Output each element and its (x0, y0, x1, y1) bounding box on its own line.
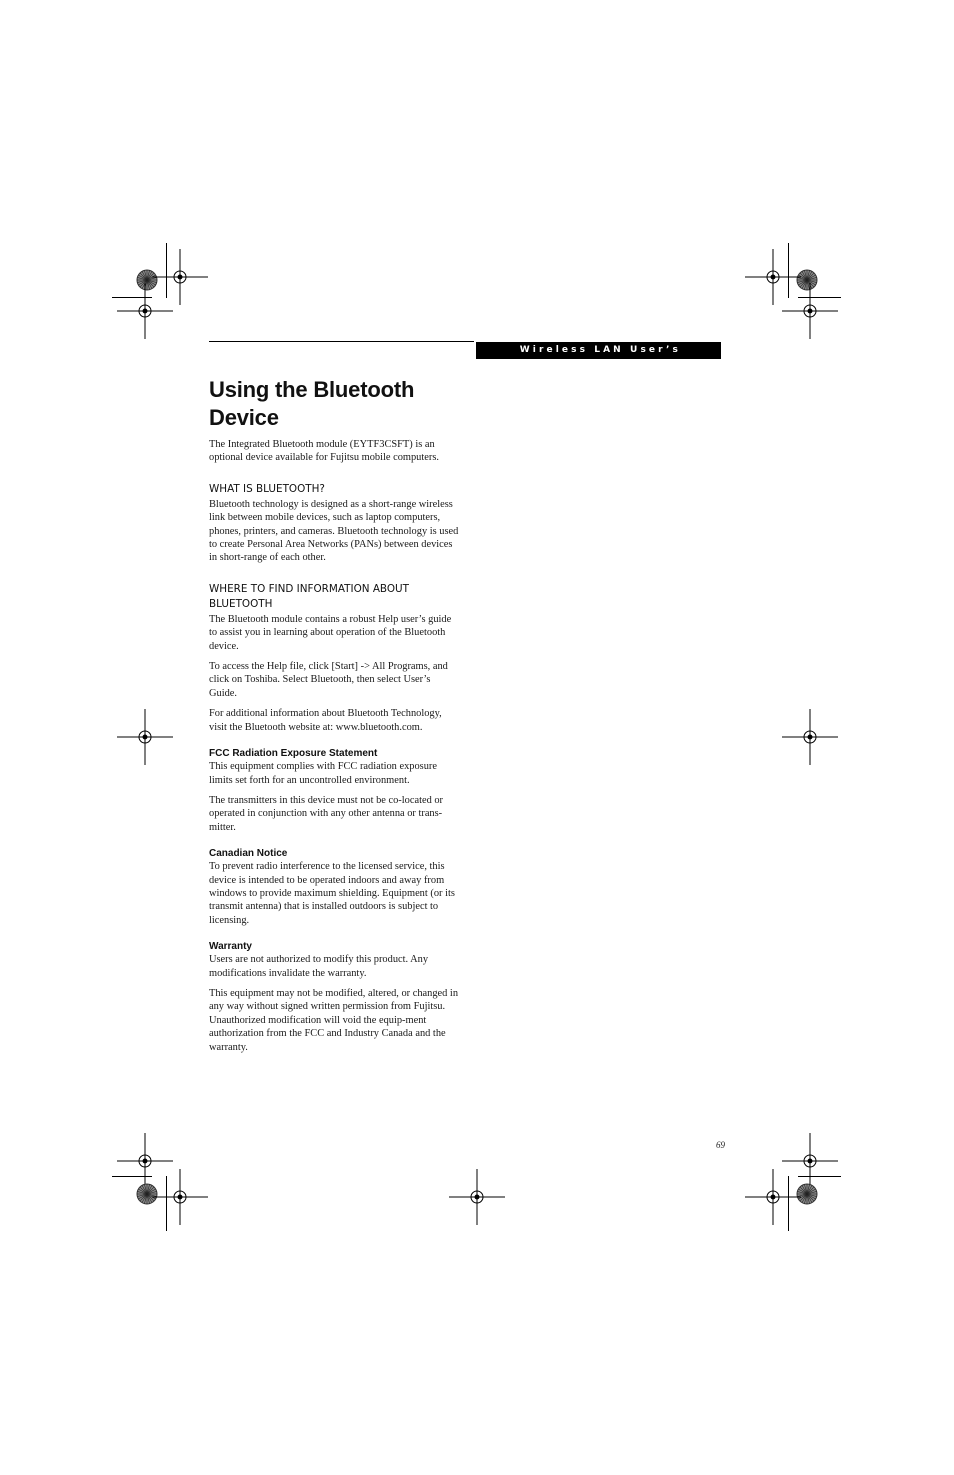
paragraph: This equipment may not be modified, altered, or changed in any way without signed written permission from Fujitsu. Unauthorized modification will void the equip-ment authorization from the FCC and Industry Canada and the warranty. (209, 987, 459, 1053)
registration-crosshair-icon (780, 707, 840, 767)
section-heading-where-to-find: WHERE TO FIND INFORMATION ABOUT BLUETOOTH (209, 582, 410, 610)
paragraph: The transmitters in this device must not be co-located or operated in conjunction with any other antenna or trans-mitter. (209, 794, 444, 833)
crop-mark-line (166, 243, 167, 298)
crop-mark-line (112, 297, 152, 298)
crop-mark-line (798, 1176, 841, 1177)
subheading-canadian-notice: Canadian Notice (209, 848, 288, 860)
intro-paragraph: The Integrated Bluetooth module (EYTF3CSFT) is an optional device available for Fujitsu mobile computers. (209, 439, 439, 464)
running-header: Wireless LAN User’s Guide (476, 342, 721, 359)
crop-mark-line (112, 1176, 152, 1177)
registration-crosshair-icon (780, 281, 840, 341)
paragraph: Users are not authorized to modify this product. Any modifications invalidate the warranty. (209, 954, 429, 979)
subheading-warranty: Warranty (209, 941, 252, 953)
section-heading-what-is-bluetooth: WHAT IS BLUETOOTH? (209, 482, 325, 495)
paragraph: To access the Help file, click [Start] -> All Programs, and click on Toshiba. Select Bluetooth, then select User’s Guide. (209, 661, 448, 699)
header-rule (209, 341, 474, 342)
subheading-fcc: FCC Radiation Exposure Statement (209, 748, 378, 760)
crop-mark-line (798, 297, 841, 298)
crop-mark-line (788, 243, 789, 298)
registration-crosshair-icon (115, 707, 175, 767)
paragraph: To prevent radio interference to the licensed service, this device is intended to be operated indoors and away from windows to provide maximum shielding. Equipment (or its transmit antenna) that is installed outdoors is subject to licensing. (209, 861, 455, 926)
paragraph: Bluetooth technology is designed as a short-range wireless link between mobile devices, such as laptop computers, phones, printers, and cameras. Bluetooth technology is used to create Personal Area Networks (PANs) between devices in short-range of each other. (209, 498, 459, 564)
page-number: 69 (716, 1140, 725, 1150)
page-content (209, 376, 459, 1061)
registration-crosshair-icon (447, 1167, 507, 1227)
paragraph: This equipment complies with FCC radiation exposure limits set forth for an uncontrolled environment. (209, 761, 437, 786)
registration-crosshair-icon (150, 1167, 210, 1227)
page-title: Using the Bluetooth Device (209, 377, 415, 430)
registration-crosshair-icon (743, 1167, 803, 1227)
paragraph: The Bluetooth module contains a robust Help user’s guide to assist you in learning about operation of the Bluetooth device. (209, 613, 452, 652)
crop-mark-line (166, 1176, 167, 1231)
crop-mark-line (788, 1176, 789, 1231)
paragraph: For additional information about Bluetooth Technology, visit the Bluetooth website at: www.bluetooth.com. (209, 708, 442, 733)
